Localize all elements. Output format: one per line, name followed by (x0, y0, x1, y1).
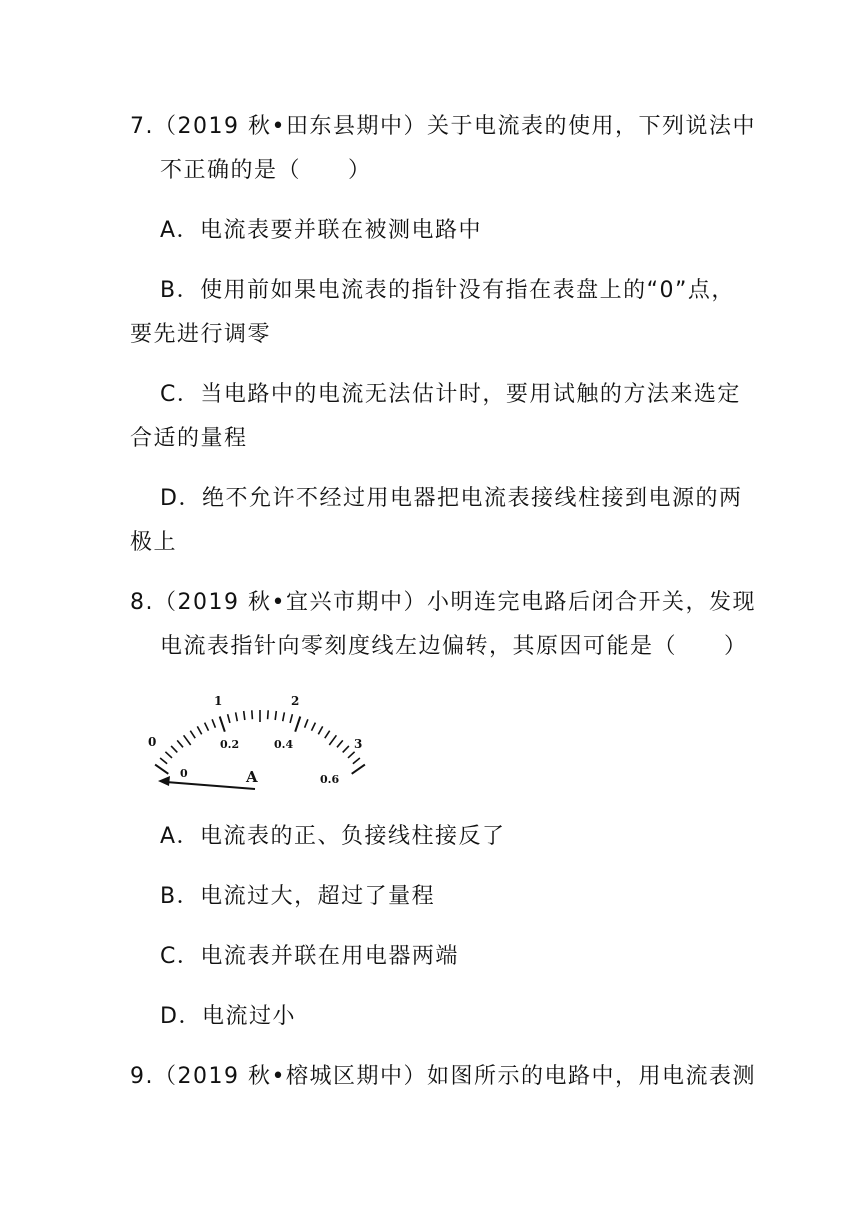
scale-tick (283, 712, 285, 721)
scale-tick (197, 726, 201, 734)
ammeter-dial-figure (140, 688, 380, 798)
scale-tick (329, 735, 336, 745)
scale-tick (275, 711, 276, 720)
scale-tick (220, 717, 225, 732)
scale-tick (343, 746, 349, 753)
outer-label-2: 2 (291, 694, 300, 708)
q9-stem-line1: 9.（2019 秋•榕城区期中）如图所示的电路中，用电流表测 (130, 1064, 756, 1089)
scale-tick (295, 717, 300, 732)
scale-tick (290, 714, 292, 723)
scale-tick (244, 711, 245, 720)
scale-tick (184, 735, 191, 745)
q8-option-d: D．电流过小 (160, 1004, 296, 1029)
scale-tick (352, 765, 365, 774)
q8-stem-line2: 电流表指针向零刻度线左边偏转，其原因可能是（ ） (160, 634, 748, 659)
scale-tick (177, 740, 183, 747)
scale-tick (165, 752, 172, 758)
q8-stem-line1: 8.（2019 秋•宜兴市期中）小明连完电路后闭合开关，发现 (130, 590, 756, 615)
q7-option-c-line1: C．当电路中的电流无法估计时，要用试触的方法来选定 (160, 382, 741, 407)
outer-label-3: 3 (354, 737, 363, 751)
unit-label: A (246, 768, 258, 786)
scale-tick (268, 710, 269, 719)
q8-option-a: A．电流表的正、负接线柱接反了 (160, 824, 506, 849)
q7-option-d-line1: D．绝不允许不经过用电器把电流表接线柱接到电源的两 (160, 486, 743, 511)
q7-option-c-line2: 合适的量程 (130, 426, 248, 451)
scale-tick (325, 731, 330, 739)
scale-tick (205, 723, 209, 731)
inner-label-0: 0 (180, 767, 188, 780)
q7-option-b-line2: 要先进行调零 (130, 322, 272, 347)
scale-tick (171, 746, 177, 753)
scale-tick (212, 719, 215, 727)
scale-tick (236, 712, 238, 721)
scale-tick (160, 758, 167, 764)
scale-tick (312, 723, 316, 731)
scale-tick (348, 752, 355, 758)
inner-label-0-4: 0.4 (274, 738, 294, 751)
q7-option-b-line1: B．使用前如果电流表的指针没有指在表盘上的“0”点， (160, 278, 735, 303)
inner-label-0-2: 0.2 (220, 738, 240, 751)
scale-tick (155, 765, 168, 774)
outer-label-1: 1 (214, 694, 223, 708)
scale-tick (305, 719, 308, 727)
q7-option-a: A．电流表要并联在被测电路中 (160, 218, 483, 243)
scale-tick (318, 726, 322, 734)
scale-tick (353, 758, 360, 764)
scale-tick (337, 740, 343, 747)
q7-stem-line1: 7.（2019 秋•田东县期中）关于电流表的使用，下列说法中 (130, 114, 756, 139)
dial-ticks (155, 710, 365, 774)
q8-option-b: B．电流过大，超过了量程 (160, 884, 436, 909)
scale-tick (252, 710, 253, 719)
needle-arrowhead (158, 776, 170, 786)
needle (166, 782, 255, 789)
scale-tick (190, 731, 195, 739)
q7-option-d-line2: 极上 (130, 530, 178, 555)
q8-option-c: C．电流表并联在用电器两端 (160, 944, 459, 969)
scale-tick (228, 714, 230, 723)
inner-label-0-6: 0.6 (320, 773, 340, 786)
q7-stem-line2: 不正确的是（ ） (160, 158, 372, 183)
outer-label-0: 0 (148, 735, 157, 749)
